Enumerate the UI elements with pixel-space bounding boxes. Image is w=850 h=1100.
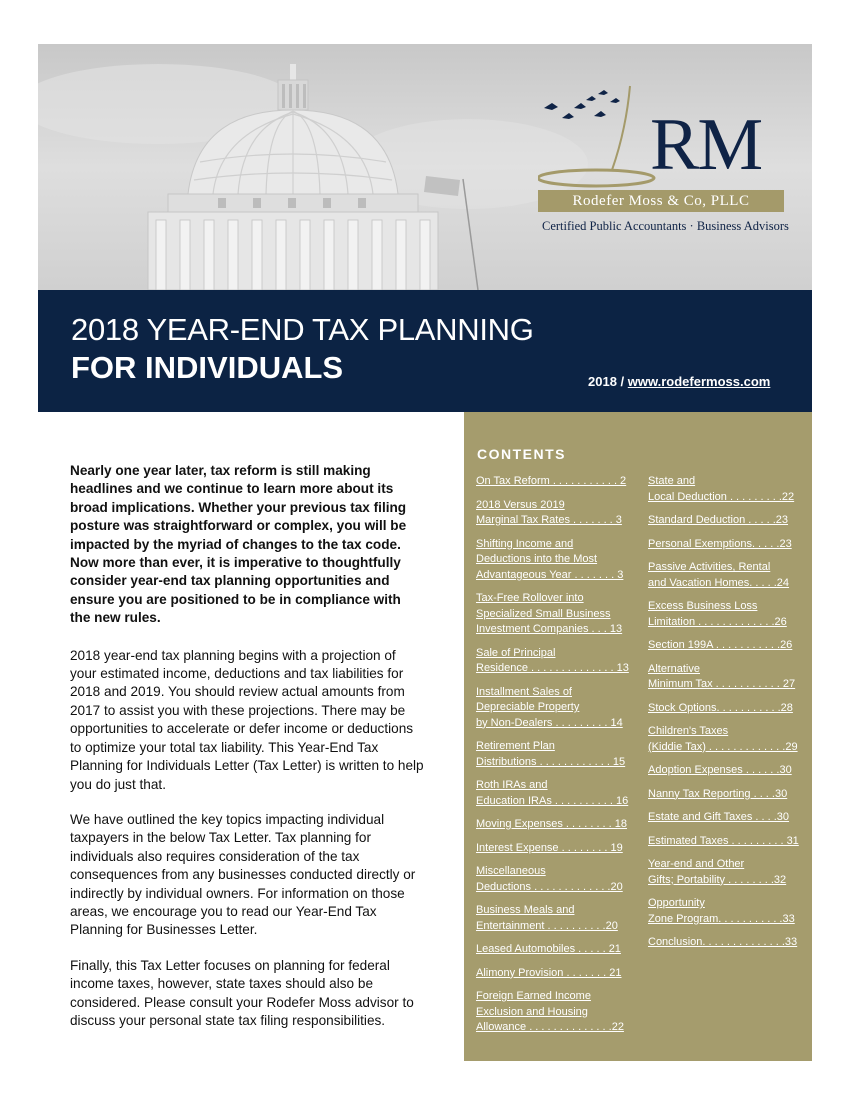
toc-entry[interactable] xyxy=(648,474,798,505)
firm-logo xyxy=(538,80,798,250)
toc-entry-line: Shifting Income and xyxy=(476,537,574,550)
page-title-line1: 2018 YEAR-END TAX PLANNING xyxy=(71,312,534,347)
toc-entry-line: Foreign Earned Income xyxy=(476,990,591,1002)
toc-entry-line: Depreciable Property xyxy=(476,701,580,713)
toc-entry[interactable] xyxy=(476,966,626,982)
table-of-contents xyxy=(464,412,812,1061)
toc-entry[interactable] xyxy=(476,685,626,732)
toc-entry-line: Gifts; Portability . . . . . . . .32 xyxy=(648,873,787,886)
toc-entry-line: Personal Exemptions. . . . .23 xyxy=(648,537,792,550)
toc-entry-line: Local Deduction . . . . . . . . .22 xyxy=(648,490,795,503)
toc-entry-line: Stock Options. . . . . . . . . . .28 xyxy=(648,701,793,714)
toc-entry[interactable] xyxy=(476,537,626,584)
geese-logo-icon xyxy=(538,80,658,190)
toc-entry-line: Education IRAs . . . . . . . . . . 16 xyxy=(476,794,629,807)
toc-entry-line: Distributions . . . . . . . . . . . . 15 xyxy=(476,755,626,768)
toc-entry-line: Nanny Tax Reporting . . . .30 xyxy=(648,787,788,800)
intro-lead-paragraph: Nearly one year later, tax reform is still making headlines and we continue to learn more about its broad implications. Whether your previous tax filing posture was straightforward or complex, you will be impacted by the myriad of changes to the tax code. Now more than ever, it is imperative to thoughtfully consider year-end tax planning opportunities and ensure you are positioned to be in compliance with the new rules. xyxy=(70,463,407,626)
issue-year: 2018 / xyxy=(588,374,625,389)
intro-paragraph: Finally, this Tax Letter focuses on planning for federal income taxes, however, state taxes should also be considered. Please consult your Rodefer Moss advisor to discuss your personal state tax filing responsibilities. xyxy=(70,957,414,1028)
toc-entry[interactable] xyxy=(648,896,798,927)
toc-entry[interactable] xyxy=(476,817,626,833)
toc-entry-line: Alimony Provision . . . . . . . 21 xyxy=(476,966,622,979)
toc-entry-line: Residence . . . . . . . . . . . . . . 13 xyxy=(476,662,629,674)
website-link[interactable]: www.rodefermoss.com xyxy=(627,374,771,389)
toc-entry[interactable] xyxy=(476,864,626,895)
toc-entry[interactable] xyxy=(476,591,626,638)
contents-heading: CONTENTS xyxy=(477,446,566,462)
toc-entry[interactable] xyxy=(648,701,798,717)
toc-entry-line: (Kiddie Tax) . . . . . . . . . . . . .29 xyxy=(648,740,798,753)
toc-entry-line: Investment Companies . . . 13 xyxy=(476,623,623,635)
toc-entry[interactable] xyxy=(476,739,626,770)
toc-entry-line: State and xyxy=(648,475,696,487)
toc-entry-line: Entertainment . . . . . . . . . .20 xyxy=(476,919,618,932)
toc-entry-line: Roth IRAs and xyxy=(476,779,548,791)
toc-entry[interactable] xyxy=(476,498,626,529)
toc-entry-line: Leased Automobiles . . . . . 21 xyxy=(476,943,621,955)
logo-firm-name: Rodefer Moss & Co, PLLC xyxy=(538,190,784,212)
toc-entry-line: Adoption Expenses . . . . . .30 xyxy=(648,764,792,776)
toc-entry[interactable] xyxy=(476,942,626,958)
toc-entry-line: Conclusion. . . . . . . . . . . . . .33 xyxy=(648,936,798,948)
toc-entry[interactable] xyxy=(648,810,798,826)
title-band xyxy=(38,290,812,412)
toc-entry-line: Standard Deduction . . . . .23 xyxy=(648,514,789,526)
toc-entry-line: Tax-Free Rollover into xyxy=(476,592,584,604)
page-title-line2: FOR INDIVIDUALS xyxy=(71,350,344,385)
toc-entry[interactable] xyxy=(648,662,798,693)
toc-entry-line: 2018 Versus 2019 xyxy=(476,498,565,511)
toc-entry-line: by Non-Dealers . . . . . . . . . 14 xyxy=(476,716,623,729)
toc-entry-line: Allowance . . . . . . . . . . . . . .22 xyxy=(476,1021,624,1033)
toc-entry[interactable] xyxy=(648,599,798,630)
toc-entry-line: Miscellaneous xyxy=(476,865,546,877)
toc-entry-line: Specialized Small Business xyxy=(476,607,611,620)
toc-entry-line: Limitation . . . . . . . . . . . . .26 xyxy=(648,615,787,628)
intro-text xyxy=(70,462,424,1047)
toc-entry[interactable] xyxy=(476,474,626,490)
toc-entry-line: Business Meals and xyxy=(476,904,575,916)
toc-entry[interactable] xyxy=(648,834,798,850)
logo-tagline: Certified Public Accountants · Business Advisors xyxy=(542,219,789,233)
toc-entry[interactable] xyxy=(648,537,798,553)
toc-entry-line: Retirement Plan xyxy=(476,740,555,752)
toc-entry-line: Advantageous Year . . . . . . . 3 xyxy=(476,568,624,581)
toc-entry[interactable] xyxy=(648,787,798,803)
toc-entry-line: Excess Business Loss xyxy=(648,600,758,612)
toc-entry-line: Deductions into the Most xyxy=(476,553,598,565)
toc-entry-line: Zone Program. . . . . . . . . . .33 xyxy=(648,912,795,925)
toc-entry-line: Exclusion and Housing xyxy=(476,1005,588,1018)
toc-entry-line: Marginal Tax Rates . . . . . . . 3 xyxy=(476,514,622,526)
toc-entry[interactable] xyxy=(648,857,798,888)
toc-entry[interactable] xyxy=(648,763,798,779)
toc-entry[interactable] xyxy=(476,903,626,934)
toc-entry[interactable] xyxy=(476,646,629,677)
toc-entry[interactable] xyxy=(648,560,798,591)
toc-entry-line: Year-end and Other xyxy=(648,858,745,870)
toc-entry-line: Interest Expense . . . . . . . . 19 xyxy=(476,841,623,854)
toc-entry-line: Sale of Principal xyxy=(476,646,556,659)
toc-entry-line: Minimum Tax . . . . . . . . . . . 27 xyxy=(648,678,796,690)
toc-entry-line: On Tax Reform . . . . . . . . . . . 2 xyxy=(476,475,627,487)
toc-entry-line: Estimated Taxes . . . . . . . . . 31 xyxy=(648,834,799,847)
contents-right-column xyxy=(648,474,798,959)
toc-entry[interactable] xyxy=(648,724,798,755)
hero-banner xyxy=(38,44,812,290)
toc-entry[interactable] xyxy=(476,778,629,809)
toc-entry-line: Deductions . . . . . . . . . . . . .20 xyxy=(476,880,623,893)
toc-entry-line: Opportunity xyxy=(648,897,705,909)
logo-monogram: RM xyxy=(650,104,762,186)
contents-left-column xyxy=(476,474,629,1044)
toc-entry-line: Alternative xyxy=(648,662,700,675)
toc-entry-line: and Vacation Homes. . . . .24 xyxy=(648,576,790,589)
toc-entry[interactable] xyxy=(476,841,626,857)
issue-meta xyxy=(588,374,770,389)
toc-entry[interactable] xyxy=(648,638,798,654)
toc-entry-line: Estate and Gift Taxes . . . .30 xyxy=(648,811,790,823)
toc-entry-line: Section 199A . . . . . . . . . . .26 xyxy=(648,639,793,651)
toc-entry[interactable] xyxy=(648,513,798,529)
toc-entry[interactable] xyxy=(476,989,626,1036)
intro-paragraph: 2018 year-end tax planning begins with a projection of your estimated income, deductions and tax liabilities for 2018 and 2019. You should review actual amounts from 2017 to assist you with these projections. There may be opportunities to accelerate or defer income or deductions to optimize your total tax liability. This Year-End Tax Planning for Individuals Letter (Tax Letter) is written to help you do just that. xyxy=(70,647,424,792)
toc-entry[interactable] xyxy=(648,935,798,951)
toc-entry-line: Children's Taxes xyxy=(648,725,729,737)
toc-entry-line: Moving Expenses . . . . . . . . 18 xyxy=(476,818,628,830)
toc-entry-line: Installment Sales of xyxy=(476,685,572,698)
toc-entry-line: Passive Activities, Rental xyxy=(648,561,771,573)
intro-paragraph: We have outlined the key topics impacting individual taxpayers in the below Tax Letter. Tax planning for individuals also requires consideration of the tax consequences from any businesses conducted directly or indirectly by individual owners. For information on those areas, we encourage you to read our Year-End Tax Planning for Businesses Letter. xyxy=(70,811,416,938)
